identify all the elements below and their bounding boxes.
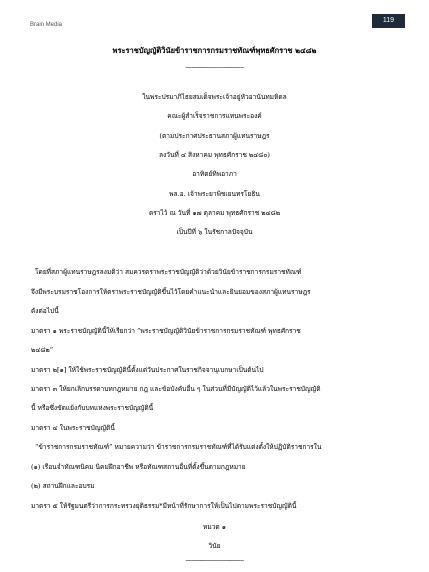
preamble-line: ตราไว้ ณ วันที่ ๑๗ ตุลาคม พุทธศักราช ๒๔๘๒ — [148, 209, 281, 217]
preamble-line: เป็นปีที่ ๖ ในรัชกาลปัจจุบัน — [176, 228, 253, 236]
body-line: (๒) สถานฝึกและอบรม — [31, 482, 95, 490]
body-line: มาตรา ๒[๑] ให้ใช้พระราชบัญญัตินี้ตั้งแต่วันประกาศในราชกิจจานุเบกษาเป็นต้นไป — [31, 366, 264, 374]
preamble-line: คณะผู้สำเร็จราชการแทนพระองค์ — [167, 112, 262, 120]
preamble-line: พล.อ. เจ้าพระยาพิชเยนทรโยธิน — [169, 190, 260, 198]
body-line: มาตรา ๑ พระราชบัญญัตินี้ให้เรียกว่า “พระราชบัญญัติวินัยข้าราชการกรมราชทัณฑ์ พุทธศักราช — [31, 327, 301, 335]
body-line: “ข้าราชการกรมราชทัณฑ์” หมายความว่า ข้าราชการกรมราชทัณฑ์ที่ได้รับแต่งตั้งให้ปฏิบัติราชการใน — [35, 443, 322, 451]
chapter-name: วินัย — [208, 542, 221, 550]
body-line: ๒๔๘๒” — [31, 346, 54, 354]
body-line: (๑) เรือนจำทัณฑนิคม นิคมฝึกอาชีพ หรือทัณฑสถานอื่นที่ตั้งขึ้นตามกฎหมาย — [31, 463, 246, 471]
publisher-label: Brain Media — [30, 22, 63, 28]
title-rule: -------------------------------------- — [185, 64, 244, 71]
body-line: มาตรา ๓ ให้ยกเลิกบรรดาบทกฎหมาย กฎ และข้อบังคับอื่น ๆ ในส่วนที่มีบัญญัติไว้แล้วในพระราชบัญญัติ — [31, 385, 321, 393]
preamble-line: (ตามประกาศประธานสภาผู้แทนราษฎร — [159, 132, 270, 140]
page-number-badge: 119 — [372, 14, 405, 28]
body-line: มาตรา ๔ ในพระราชบัญญัตินี้ — [31, 424, 115, 432]
body-line: มาตรา ๕ ให้รัฐมนตรีว่าการกระทรวงยุติธรรม*มีหน้าที่รักษาการให้เป็นไปตามพระราชบัญญัตินี้ — [31, 502, 297, 510]
body-line: โดยที่สภาผู้แทนราษฎรลงมติว่า สมควรตราพระราชบัญญัติว่าด้วยวินัยข้าราชการกรมราชทัณฑ์ — [35, 268, 302, 276]
chapter-number: หมวด ๑ — [203, 523, 226, 531]
chapter-rule: -------------------------------------- — [185, 557, 244, 564]
preamble-line: ในพระปรมาภิไธยสมเด็จพระเจ้าอยู่หัวอานันทมหิดล — [142, 93, 287, 101]
document-title: พระราชบัญญัติวินัยข้าราชการกรมราชทัณฑ์พุทธศักราช ๒๔๘๒ — [112, 46, 317, 55]
preamble-line: อาทิตย์ทิพอาภา — [192, 170, 237, 178]
body-line: ดังต่อไปนี้ — [31, 307, 59, 315]
preamble-line: ลงวันที่ ๔ สิงหาคม พุทธศักราช ๒๔๘๐) — [159, 151, 270, 159]
body-line: จึงมีพระบรมราชโองการให้ตราพระราชบัญญัติขึ้นไว้โดยคำแนะนำและยินยอมของสภาผู้แทนราษฎร — [31, 288, 311, 296]
body-line: นี้ หรือซึ่งขัดแย้งกับบทแห่งพระราชบัญญัตินี้ — [31, 404, 154, 412]
